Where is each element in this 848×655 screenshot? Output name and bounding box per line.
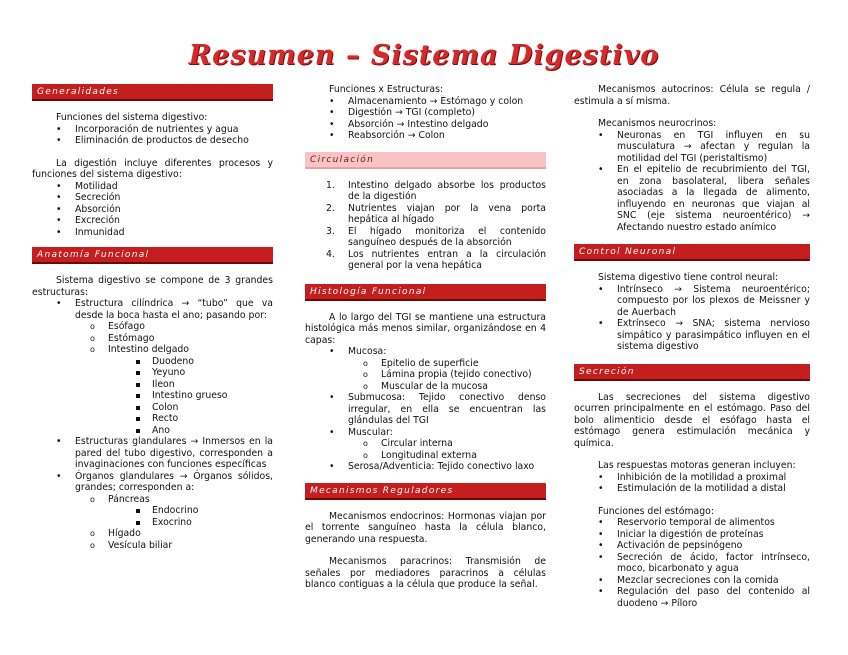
list-item: Recto bbox=[32, 413, 273, 425]
list-item: o Longitudinal externa bbox=[305, 450, 546, 462]
section-header-control: Control Neuronal bbox=[574, 244, 810, 261]
list-item bbox=[305, 180, 546, 203]
list-item bbox=[305, 226, 546, 249]
list-item: • Regulación del paso del contenido al duodeno → Píloro bbox=[574, 586, 810, 609]
intestino-sublist bbox=[32, 356, 273, 437]
list-item: • Mezclar secreciones con la comida bbox=[574, 575, 810, 587]
neurocrinos-list bbox=[574, 130, 810, 234]
pancreas-sublist bbox=[32, 505, 273, 528]
list-item: o Circular interna bbox=[305, 438, 546, 450]
section-header-histologia: Histología Funcional bbox=[305, 284, 546, 301]
list-item-organos: • Órganos glandulares → Órganos sólidos, grandes; corresponden a: bbox=[32, 471, 273, 494]
list-item: • Almacenamiento → Estómago y colon bbox=[305, 96, 546, 108]
list-item: o Intestino delgado bbox=[32, 344, 273, 356]
list-item: • Absorción bbox=[32, 204, 273, 216]
mucosa-sublist bbox=[305, 358, 546, 393]
endocrinos-text: Mecanismos endocrinos: Hormonas viajan por el torrente sanguíneo hasta la célula blanco, generando una respuesta. bbox=[305, 510, 546, 545]
list-item-mucosa: • Mucosa: bbox=[305, 346, 546, 358]
respuestas-list bbox=[574, 472, 810, 495]
item-text: El hígado monitoriza el contenido sanguíneo después de la absorción bbox=[348, 225, 546, 248]
tubo-text: Estructura cilíndrica → “tubo” que va desde la boca hasta el ano; pasando por: bbox=[75, 298, 273, 321]
list-item: • Neuronas en TGI influyen en su musculatura → afectan y regulan la motilidad del TGI (peristaltismo) bbox=[574, 130, 810, 165]
circulacion-list bbox=[305, 180, 546, 272]
list-item: Ano bbox=[32, 425, 273, 437]
funciones-estructuras-intro: Funciones x Estructuras: bbox=[329, 84, 444, 95]
tubo-sublist bbox=[32, 321, 273, 356]
list-item: • Digestión → TGI (completo) bbox=[305, 107, 546, 119]
list-item: o Muscular de la mucosa bbox=[305, 381, 546, 393]
column-middle bbox=[305, 84, 546, 591]
procesos-intro: La digestión incluye diferentes procesos y funciones del sistema digestivo: bbox=[32, 157, 273, 180]
estomago-intro: Funciones del estómago: bbox=[598, 505, 714, 517]
control-intro: Sistema digestivo tiene control neural: bbox=[598, 272, 779, 283]
item-number: 2. bbox=[326, 202, 335, 214]
list-item: • Estimulación de la motilidad a distal bbox=[574, 483, 810, 495]
list-item: Colon bbox=[32, 402, 273, 414]
list-item: • Reabsorción → Colon bbox=[305, 130, 546, 142]
item-text: Intestino delgado absorbe los productos de la digestión bbox=[348, 179, 546, 202]
list-item: • Inhibición de la motilidad a proximal bbox=[574, 472, 810, 484]
respuestas-intro: Las respuestas motoras generan incluyen: bbox=[598, 460, 796, 471]
list-item: • Reservorio temporal de alimentos bbox=[574, 517, 810, 529]
list-item: • Iniciar la digestión de proteínas bbox=[574, 529, 810, 541]
capas-list-2 bbox=[305, 392, 546, 438]
list-item: • Secreción de ácido, factor intrínseco, moco, bicarbonato y agua bbox=[574, 552, 810, 575]
neurocrinos-intro: Mecanismos neurocrinos: bbox=[598, 118, 717, 129]
list-item: • Absorción → Intestino delgado bbox=[305, 119, 546, 131]
section-header-mecanismos: Mecanismos Reguladores bbox=[305, 483, 546, 500]
item-number: 3. bbox=[326, 225, 335, 237]
list-item: o Esófago bbox=[32, 321, 273, 333]
list-item: o Lámina propia (tejido conectivo) bbox=[305, 369, 546, 381]
anatomia-list bbox=[32, 298, 273, 321]
list-item: Exocrino bbox=[32, 517, 273, 529]
list-item: o Epitelio de superficie bbox=[305, 358, 546, 370]
list-item: • Activación de pepsinógeno bbox=[574, 540, 810, 552]
section-header-anatomia: Anatomía Funcional bbox=[32, 247, 273, 264]
list-item: • Secreción bbox=[32, 192, 273, 204]
procesos-list bbox=[32, 181, 273, 239]
list-item-muscular: • Muscular: bbox=[305, 427, 546, 439]
list-item: Intestino grueso bbox=[32, 390, 273, 402]
list-item: o Hígado bbox=[32, 528, 273, 540]
list-item: Ileon bbox=[32, 379, 273, 391]
list-item bbox=[305, 203, 546, 226]
control-list bbox=[574, 284, 810, 353]
paracrinos-text: Mecanismos paracrinos: Transmisión de señales por mediadores paracrinos a células blanco contiguas a la célula que produce la señal. bbox=[305, 556, 546, 590]
page-title: Resumen – Sistema Digestivo bbox=[188, 40, 660, 71]
list-item-glandulares: • Estructuras glandulares → Inmersos en la pared del tubo digestivo, corresponden a invaginaciones con funciones específicas bbox=[32, 436, 273, 471]
anatomia-list-2 bbox=[32, 436, 273, 494]
section-header-generalidades: Generalidades bbox=[32, 84, 273, 101]
list-item: o Vesícula biliar bbox=[32, 540, 273, 552]
section-header-circulacion: Circulación bbox=[305, 152, 546, 169]
estomago-list bbox=[574, 517, 810, 609]
anatomia-intro: Sistema digestivo se compone de 3 grandes estructuras: bbox=[32, 275, 273, 298]
column-right bbox=[574, 84, 810, 609]
item-text: Los nutrientes entran a la circulación general por la vena hepática bbox=[348, 248, 546, 271]
list-item: • Intrínseco → Sistema neuroentérico; compuesto por los plexos de Meissner y de Auerbach bbox=[574, 284, 810, 319]
list-item: o Estómago bbox=[32, 333, 273, 345]
list-item-submucosa: • Submucosa: Tejido conectivo denso irregular, en ella se encuentran las glándulas del TGI bbox=[305, 392, 546, 427]
list-item: Duodeno bbox=[32, 356, 273, 368]
item-text: Nutrientes viajan por la vena porta hepática al hígado bbox=[348, 202, 546, 225]
list-item-tubo bbox=[32, 298, 273, 321]
item-number: 1. bbox=[326, 179, 335, 191]
list-item: • En el epitelio de recubrimiento del TGI, en zona basolateral, libera señales asociadas a la llegada de alimento, influyendo en neuronas que viajan al SNC (eje sistema neuroentérico) → Afectando nuestro estado anímico bbox=[574, 164, 810, 233]
list-item: • Extrínseco → SNA; sistema nervioso simpático y parasimpático influyen en el sistema digestivo bbox=[574, 318, 810, 353]
list-item: Endocrino bbox=[32, 505, 273, 517]
organos-sublist bbox=[32, 494, 273, 506]
funciones-intro: Funciones del sistema digestivo: bbox=[56, 112, 208, 123]
list-item: • Motilidad bbox=[32, 181, 273, 193]
funciones-estructuras-list bbox=[305, 96, 546, 142]
list-item: • Incorporación de nutrientes y agua bbox=[32, 124, 273, 136]
item-number: 4. bbox=[326, 248, 335, 260]
list-item: o Páncreas bbox=[32, 494, 273, 506]
list-item-serosa: • Serosa/Adventicia: Tejido conectivo laxo bbox=[305, 461, 546, 473]
funciones-list bbox=[32, 124, 273, 147]
histologia-intro: A lo largo del TGI se mantiene una estructura histológica más menos similar, organizándose en 4 capas: bbox=[305, 311, 546, 346]
list-item: Yeyuno bbox=[32, 367, 273, 379]
section-header-secrecion: Secreción bbox=[574, 364, 810, 381]
list-item: • Eliminación de productos de desecho bbox=[32, 135, 273, 147]
secrecion-intro: Las secreciones del sistema digestivo ocurren principalmente en el estómago. Paso del bolo alimenticio desde el esófago hasta el estómago genera estimulación mecánica y química. bbox=[574, 391, 810, 449]
list-item: • Excreción bbox=[32, 215, 273, 227]
list-item bbox=[305, 249, 546, 272]
muscular-sublist bbox=[305, 438, 546, 461]
organos-sublist-2 bbox=[32, 528, 273, 551]
autocrinos-text: Mecanismos autocrinos: Célula se regula / estimula a sí misma. bbox=[574, 84, 810, 107]
column-left bbox=[32, 84, 273, 551]
capas-list-3 bbox=[305, 461, 546, 473]
list-item: • Inmunidad bbox=[32, 227, 273, 239]
capas-list bbox=[305, 346, 546, 358]
